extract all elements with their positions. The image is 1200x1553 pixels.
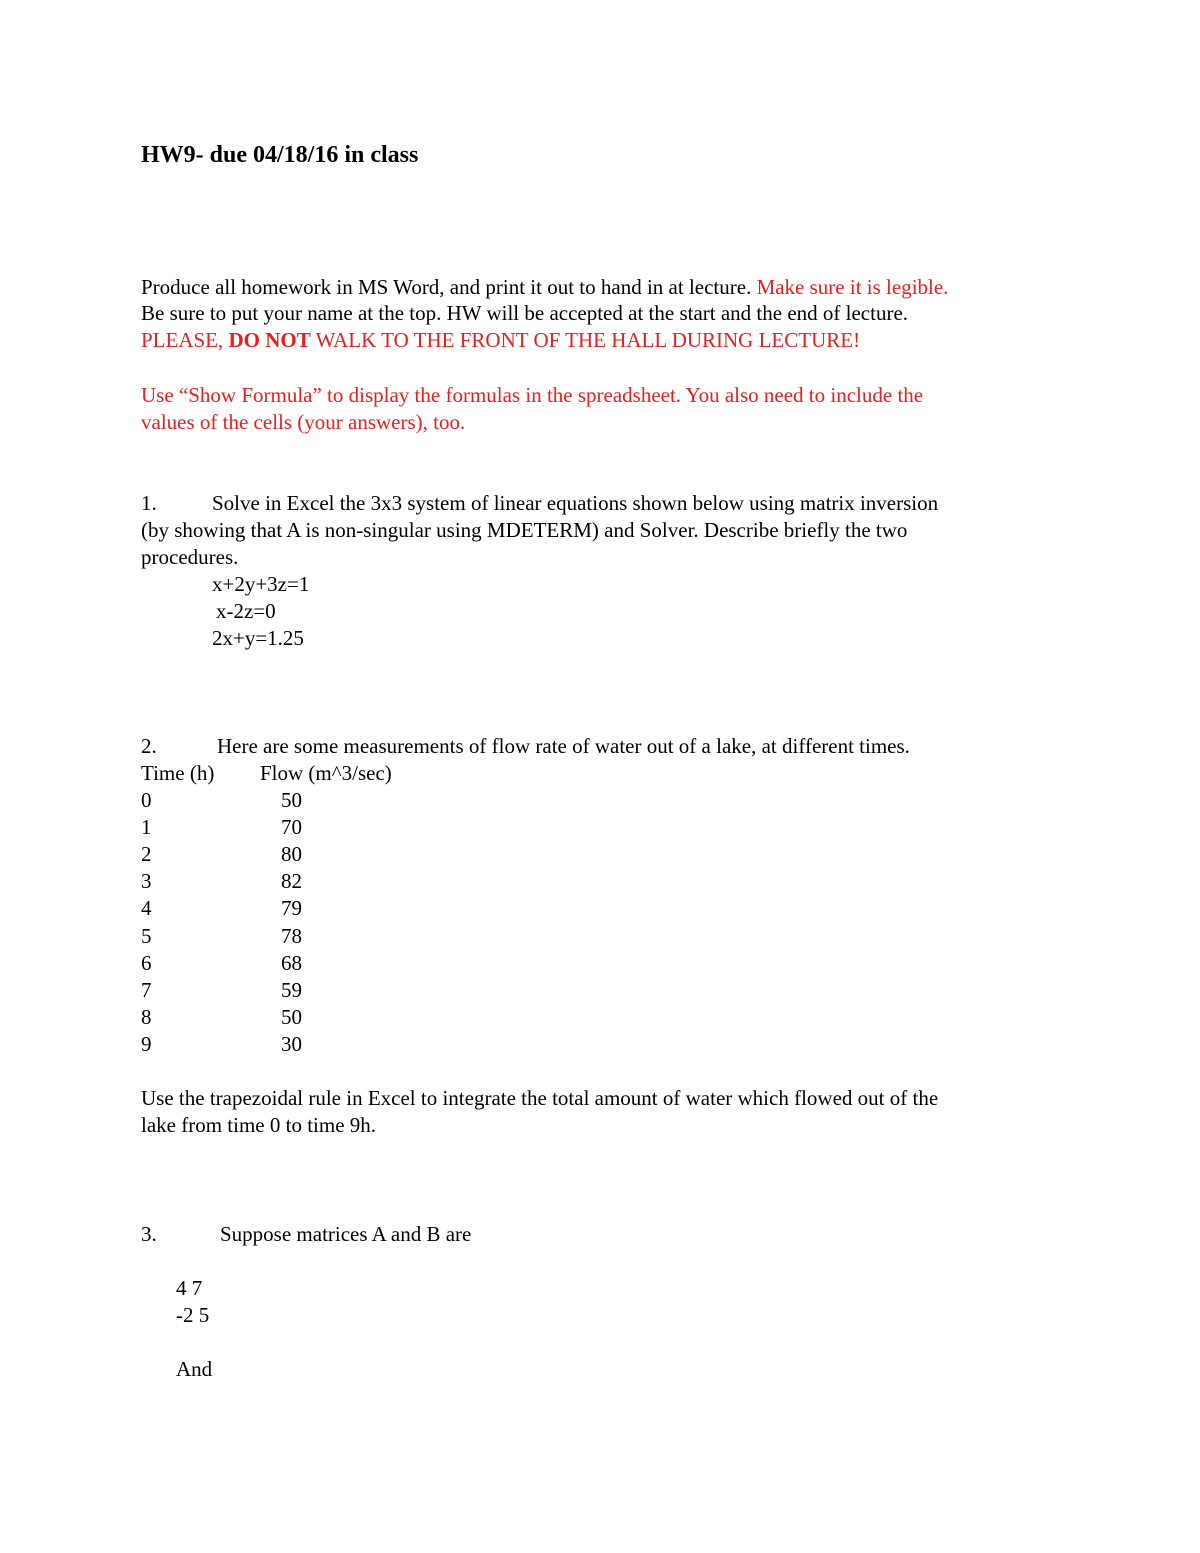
matrix-a-row-2: -2 5: [176, 1303, 210, 1327]
table-cell-flow: 68: [281, 951, 302, 975]
table-cell-time: 4: [141, 896, 152, 920]
warning-prefix: PLEASE,: [141, 328, 229, 352]
q2-number: 2.: [141, 734, 157, 758]
table-cell-time: 7: [141, 978, 152, 1002]
equation-1: x+2y+3z=1: [212, 572, 310, 596]
equation-2: x-2z=0: [216, 599, 276, 623]
q3-number: 3.: [141, 1222, 157, 1246]
table-cell-time: 8: [141, 1005, 152, 1029]
table-cell-time: 9: [141, 1032, 152, 1056]
table-cell-flow: 70: [281, 815, 302, 839]
q2-intro: Here are some measurements of flow rate of water out of a lake, at different times.: [217, 734, 910, 758]
table-cell-time: 2: [141, 842, 152, 866]
and-text: And: [176, 1357, 213, 1381]
matrix-a-row-1: 4 7: [176, 1276, 203, 1300]
instruction-text: Produce all homework in MS Word, and print it out to hand in at lecture.: [141, 275, 752, 299]
table-header-time: Time (h): [141, 761, 215, 785]
table-cell-flow: 78: [281, 924, 302, 948]
table-cell-time: 5: [141, 924, 152, 948]
q3-intro: Suppose matrices A and B are: [220, 1222, 472, 1246]
q1-line-2: (by showing that A is non-singular using MDETERM) and Solver. Describe briefly the two: [141, 518, 908, 542]
table-cell-flow: 59: [281, 978, 302, 1002]
q2-task-line-2: lake from time 0 to time 9h.: [141, 1113, 377, 1137]
q1-number: 1.: [141, 491, 157, 515]
table-header-flow: Flow (m^3/sec): [260, 761, 392, 785]
table-cell-time: 1: [141, 815, 152, 839]
formula-note-line-1: Use “Show Formula” to display the formulas in the spreadsheet. You also need to include the: [141, 383, 924, 407]
warning-suffix: WALK TO THE FRONT OF THE HALL DURING LECTURE!: [310, 328, 861, 352]
table-cell-flow: 79: [281, 896, 302, 920]
q2-task-line-1: Use the trapezoidal rule in Excel to integrate the total amount of water which flowed out of the: [141, 1086, 939, 1110]
q1-line-3: procedures.: [141, 545, 239, 569]
legible-warning: Make sure it is legible.: [751, 275, 949, 299]
instruction-line-1: [141, 274, 948, 301]
page-title: HW9- due 04/18/16 in class: [141, 142, 419, 168]
warning-emphasis: DO NOT: [228, 328, 311, 352]
table-cell-flow: 30: [281, 1032, 302, 1056]
table-cell-time: 6: [141, 951, 152, 975]
instruction-line-2: Be sure to put your name at the top. HW will be accepted at the start and the end of lecture.: [141, 301, 909, 325]
table-cell-time: 0: [141, 788, 152, 812]
table-cell-flow: 50: [281, 788, 302, 812]
table-cell-flow: 82: [281, 869, 302, 893]
table-cell-time: 3: [141, 869, 152, 893]
warning-line: [141, 327, 860, 354]
equation-3: 2x+y=1.25: [212, 626, 304, 650]
table-cell-flow: 80: [281, 842, 302, 866]
table-cell-flow: 50: [281, 1005, 302, 1029]
q1-line-1: Solve in Excel the 3x3 system of linear equations shown below using matrix inversion: [212, 491, 939, 515]
formula-note-line-2: values of the cells (your answers), too.: [141, 410, 466, 434]
